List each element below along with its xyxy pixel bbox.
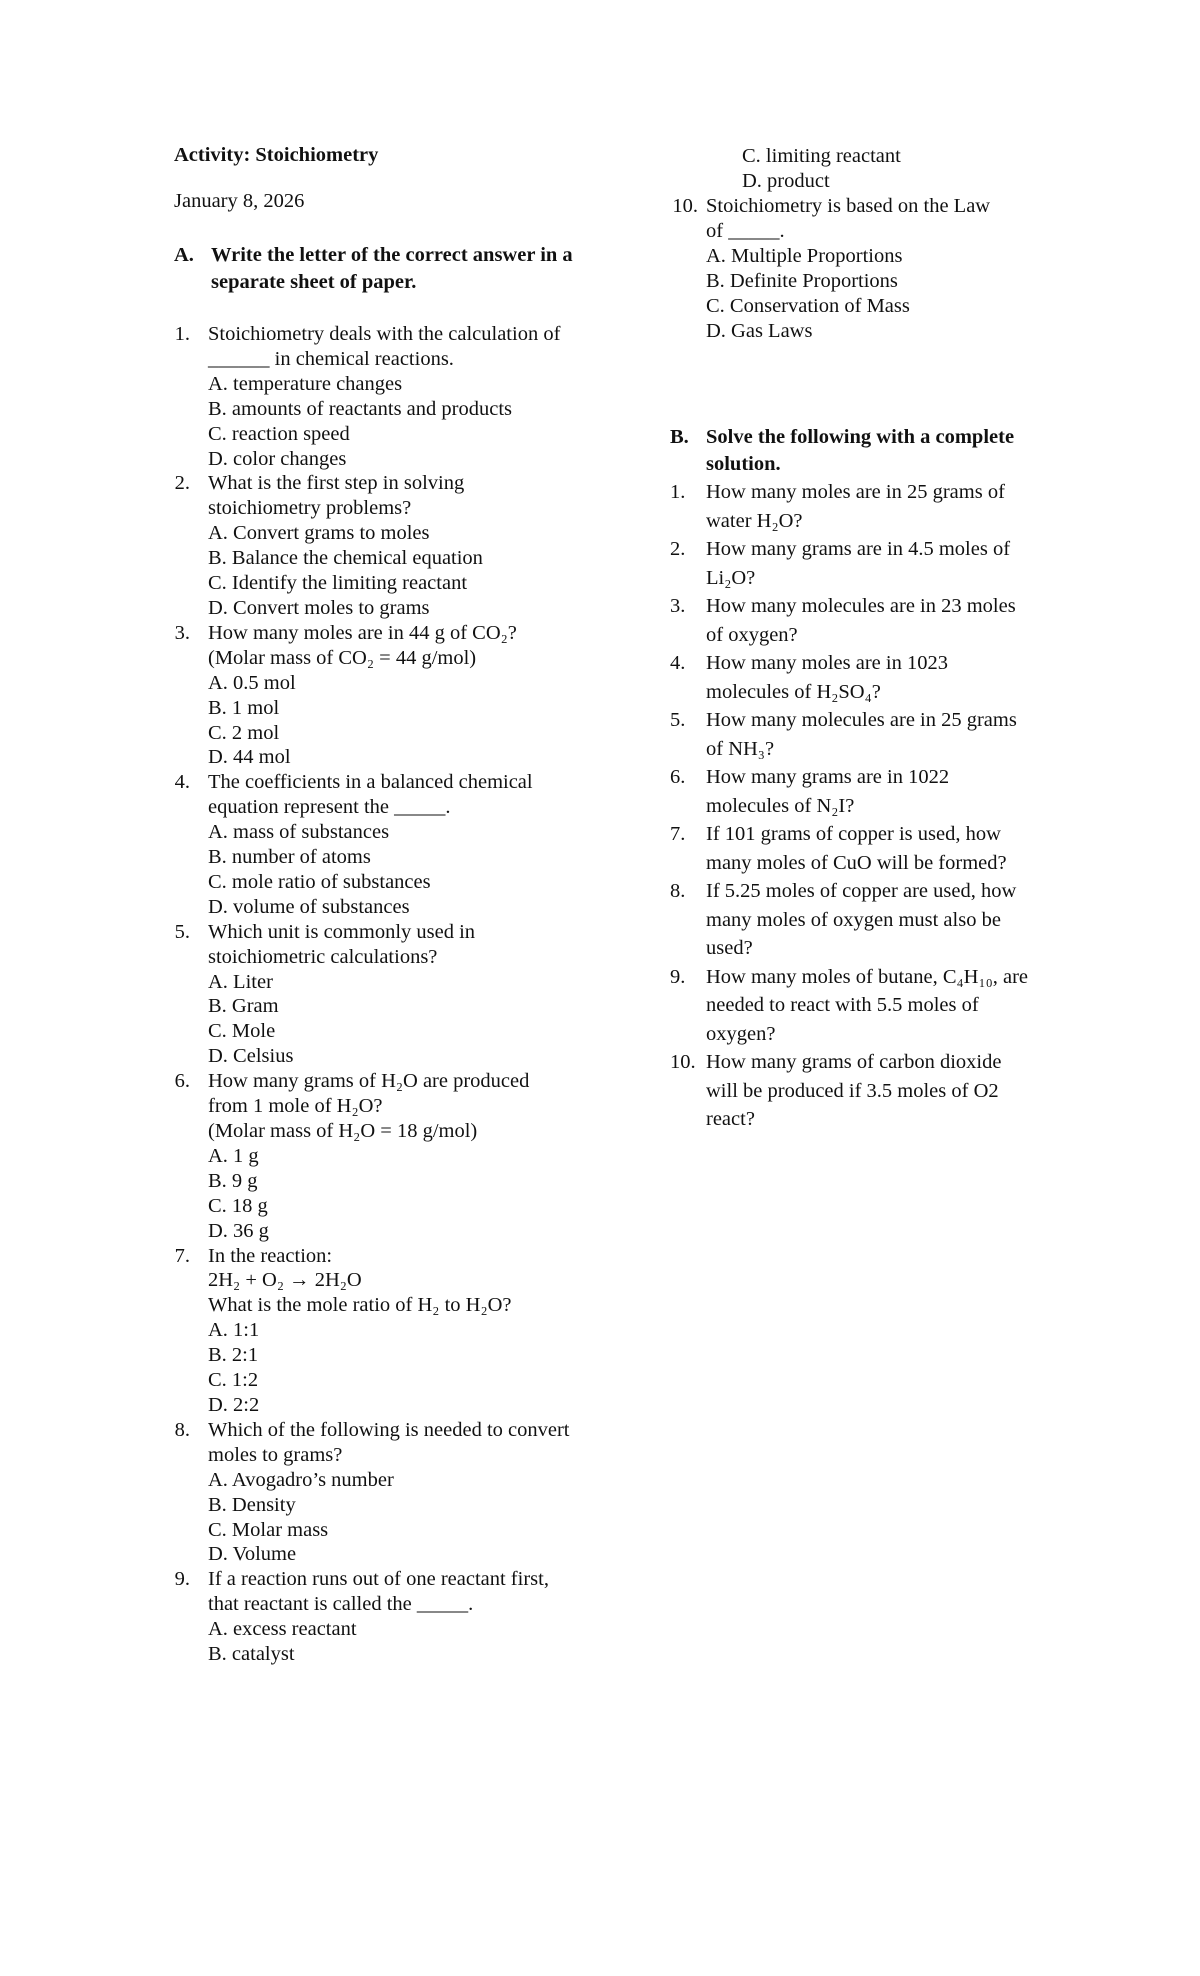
question-number: 7. xyxy=(174,1244,190,1267)
answer-option: A. temperature changes xyxy=(208,372,403,395)
answer-option: C. 18 g xyxy=(208,1194,268,1217)
answer-option: B. 1 mol xyxy=(208,696,280,719)
question-number: 4. xyxy=(670,652,686,674)
section-a-instruction: Write the letter of the correct answer in a separate sheet of paper. xyxy=(211,244,573,293)
answer-option: B. Definite Proportions xyxy=(706,269,898,292)
answer-option: A. excess reactant xyxy=(208,1618,357,1641)
solve-item xyxy=(670,478,1036,535)
question-number: 6. xyxy=(670,766,686,788)
question-number: 1. xyxy=(670,481,686,503)
section-a-heading xyxy=(174,242,574,296)
section-b-heading xyxy=(670,424,1050,478)
question-item xyxy=(174,322,574,471)
question-number: 3. xyxy=(670,595,686,617)
question-number: 9. xyxy=(670,965,686,988)
answer-option: B. catalyst xyxy=(208,1643,295,1666)
question-number: 4. xyxy=(174,771,190,794)
question-text: How many molecules are in 25 grams of NH₃? xyxy=(706,709,1017,760)
answer-option: D. Convert moles to grams xyxy=(208,596,430,619)
answer-option: C. reaction speed xyxy=(208,422,350,445)
question-item xyxy=(174,1418,574,1567)
solve-item xyxy=(670,592,1036,649)
question-text: The coefficients in a balanced chemical equation represent the _____. xyxy=(208,771,533,819)
question-note: 2H₂ + O₂ → 2H₂O xyxy=(208,1269,362,1292)
answer-option: A. Multiple Proportions xyxy=(706,244,903,267)
question-number: 5. xyxy=(174,920,190,943)
question-text: How many moles are in 1023 molecules of H₂SO₄? xyxy=(706,652,948,703)
question-item xyxy=(174,770,574,919)
question-text: How many grams are in 1022 molecules of N₂I? xyxy=(706,766,950,817)
answer-option: D. color changes xyxy=(208,447,347,470)
question-10 xyxy=(670,194,1106,343)
question-text: Stoichiometry deals with the calculation of ______ in chemical reactions. xyxy=(208,323,561,370)
question-text: If 5.25 moles of copper are used, how many moles of oxygen must also be used? xyxy=(706,880,1017,959)
answer-option: D. 44 mol xyxy=(208,746,291,769)
answer-option: D. 36 g xyxy=(208,1219,269,1242)
answer-option: C. Identify the limiting reactant xyxy=(208,572,468,595)
question-item xyxy=(174,1244,574,1418)
solve-item xyxy=(670,763,1036,820)
answer-option: A. Convert grams to moles xyxy=(208,522,430,545)
answer-option: A. 0.5 mol xyxy=(208,671,296,694)
solve-item xyxy=(670,877,1036,963)
answer-option: D. Gas Laws xyxy=(706,319,813,342)
question-text: Which unit is commonly used in stoichiometric calculations? xyxy=(208,920,476,968)
solve-item xyxy=(670,649,1036,706)
question-text: If 101 grams of copper is used, how many moles of CuO will be formed? xyxy=(706,823,1007,874)
solve-item xyxy=(670,820,1036,877)
question-number: 5. xyxy=(670,709,686,731)
question-number: 8. xyxy=(174,1418,190,1441)
answer-option: C. 1:2 xyxy=(208,1369,259,1392)
answer-option: B. Balance the chemical equation xyxy=(208,547,483,570)
answer-option: C. mole ratio of substances xyxy=(208,870,431,893)
solve-item xyxy=(670,963,1036,1049)
answer-option: B. Density xyxy=(208,1493,296,1516)
question-number: 2. xyxy=(670,538,686,560)
question-item xyxy=(174,1567,574,1667)
answer-option: C. limiting reactant xyxy=(742,145,901,167)
question-text: How many molecules are in 23 moles of oxygen? xyxy=(706,595,1016,646)
document-date: January 8, 2026 xyxy=(174,190,305,212)
answer-option: D. product xyxy=(742,169,830,192)
question-9-continued xyxy=(742,144,1062,194)
answer-option: A. 1 g xyxy=(208,1144,259,1167)
question-item xyxy=(174,621,574,770)
question-note: (Molar mass of CO₂ = 44 g/mol) xyxy=(208,646,477,669)
question-item xyxy=(174,920,574,1069)
question-text: If a reaction runs out of one reactant first, that reactant is called the _____. xyxy=(208,1568,549,1616)
question-number: 9. xyxy=(174,1568,190,1591)
section-b-instruction: Solve the following with a complete solution. xyxy=(706,426,1015,475)
question-text: How many moles are in 44 g of CO₂? xyxy=(208,621,517,644)
question-number: 2. xyxy=(174,472,190,495)
section-a-letter: A. xyxy=(174,244,194,266)
question-text: What is the first step in solving stoichiometry problems? xyxy=(208,472,465,520)
question-text: In the reaction: xyxy=(208,1244,333,1267)
answer-option: B. number of atoms xyxy=(208,846,371,869)
document-title: Activity: Stoichiometry xyxy=(174,144,379,166)
answer-option: A. 1:1 xyxy=(208,1319,260,1342)
answer-option: B. amounts of reactants and products xyxy=(208,397,513,420)
question-text: How many moles are in 25 grams of water H₂O? xyxy=(706,481,1005,532)
question-number: 1. xyxy=(174,323,190,345)
question-number: 3. xyxy=(174,621,190,644)
answer-option: C. 2 mol xyxy=(208,721,280,744)
answer-option: A. Avogadro’s number xyxy=(208,1468,394,1491)
solve-item xyxy=(670,535,1036,592)
answer-option: D. volume of substances xyxy=(208,895,410,918)
section-b-letter: B. xyxy=(670,426,689,448)
answer-option: C. Conservation of Mass xyxy=(706,294,910,317)
solve-item xyxy=(670,706,1036,763)
answer-option: C. Mole xyxy=(208,1020,276,1043)
answer-option: D. Volume xyxy=(208,1543,297,1566)
question-number: 7. xyxy=(670,823,686,845)
answer-option: B. Gram xyxy=(208,995,279,1018)
question-number: 8. xyxy=(670,880,686,902)
answer-option: C. Molar mass xyxy=(208,1518,329,1541)
answer-option: B. 9 g xyxy=(208,1169,258,1192)
question-text: How many grams of carbon dioxide will be produced if 3.5 moles of O2 react? xyxy=(706,1051,1002,1130)
question-item xyxy=(174,471,574,620)
section-b-question-list xyxy=(670,478,1070,1134)
question-note: (Molar mass of H₂O = 18 g/mol) xyxy=(208,1120,478,1142)
question-text: How many grams are in 4.5 moles of Li₂O? xyxy=(706,538,1011,589)
question-text: Stoichiometry is based on the Law of _____. xyxy=(706,195,991,242)
question-note: What is the mole ratio of H₂ to H₂O? xyxy=(208,1294,512,1317)
solve-item xyxy=(670,1048,1036,1134)
answer-option: A. Liter xyxy=(208,970,273,993)
question-text: How many grams of H₂O are produced from 1 mole of H₂O? xyxy=(208,1070,530,1118)
question-number: 10. xyxy=(672,195,698,217)
question-number: 10. xyxy=(670,1051,696,1073)
answer-option: D. 2:2 xyxy=(208,1393,260,1416)
question-item xyxy=(174,1069,574,1243)
answer-option: A. mass of substances xyxy=(208,821,390,844)
question-text: Which of the following is needed to convert moles to grams? xyxy=(208,1418,570,1466)
section-a-question-list xyxy=(174,322,574,1667)
question-text: How many moles of butane, C₄H₁₀, are needed to react with 5.5 moles of oxygen? xyxy=(706,965,1029,1045)
answer-option: B. 2:1 xyxy=(208,1344,259,1367)
question-number: 6. xyxy=(174,1070,190,1093)
answer-option: D. Celsius xyxy=(208,1045,294,1068)
